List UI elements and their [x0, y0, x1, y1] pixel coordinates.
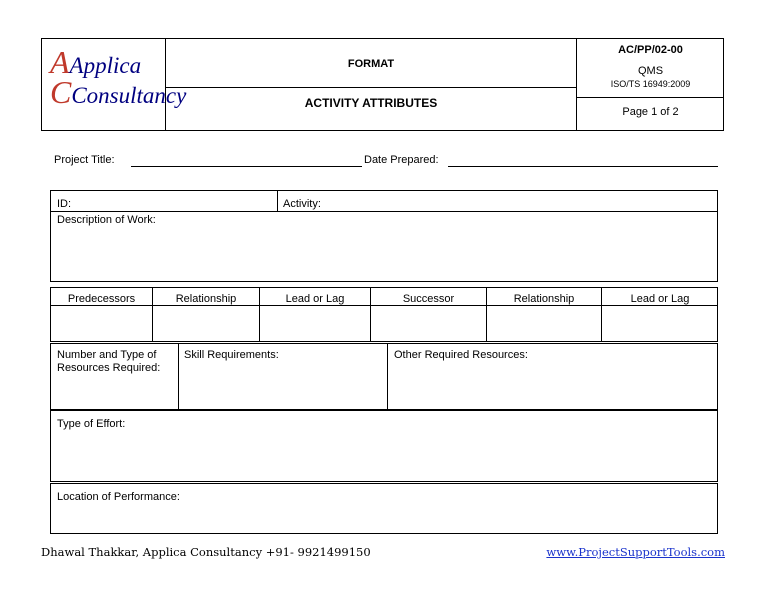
effort-box	[50, 410, 718, 482]
standard-label: ISO/TS 16949:2009	[610, 79, 691, 89]
logo-text-line2: Consultancy	[71, 83, 187, 108]
header-lead-or-lag: Lead or Lag	[285, 293, 345, 305]
header-predecessors: Predecessors	[67, 293, 136, 305]
id-label: ID:	[57, 198, 72, 210]
resources-divider-2	[387, 343, 388, 410]
header-successor: Successor	[402, 293, 455, 305]
activity-box	[50, 190, 718, 282]
header-right-rule	[577, 97, 724, 98]
logo-text-line1: Applica	[69, 53, 142, 78]
qms-label: QMS	[637, 65, 664, 77]
header-relationship: Relationship	[175, 293, 237, 305]
resources-divider-1	[178, 343, 179, 410]
doc-code: AC/PP/02-00	[618, 44, 683, 56]
page-title: ACTIVITY ATTRIBUTES	[304, 96, 438, 110]
project-title-field[interactable]	[131, 166, 362, 167]
number-type-label-line2: Resources Required:	[57, 362, 161, 374]
id-rule	[51, 211, 717, 212]
activity-label: Activity:	[283, 198, 321, 210]
relations-header-rule	[51, 305, 717, 306]
project-title-label: Project Title:	[54, 154, 115, 166]
header-relationship-2: Relationship	[513, 293, 575, 305]
page-number: Page 1 of 2	[622, 106, 679, 118]
number-type-label-line1: Number and Type of	[57, 349, 157, 361]
id-divider	[277, 190, 278, 212]
location-label: Location of Performance:	[57, 491, 180, 503]
description-label: Description of Work:	[57, 214, 156, 226]
footer-website-link[interactable]: www.ProjectSupportTools.com	[546, 545, 725, 559]
date-prepared-field[interactable]	[448, 166, 718, 167]
header-mid-rule	[166, 87, 576, 88]
footer-contact: Dhawal Thakkar, Applica Consultancy +91- 9921499150	[41, 545, 371, 559]
other-resources-label: Other Required Resources:	[394, 349, 528, 361]
skill-requirements-label: Skill Requirements:	[184, 349, 279, 361]
date-prepared-label: Date Prepared:	[364, 154, 439, 166]
type-of-effort-label: Type of Effort:	[57, 418, 126, 430]
header-lead-or-lag-2: Lead or Lag	[630, 293, 690, 305]
format-label: FORMAT	[347, 58, 395, 70]
